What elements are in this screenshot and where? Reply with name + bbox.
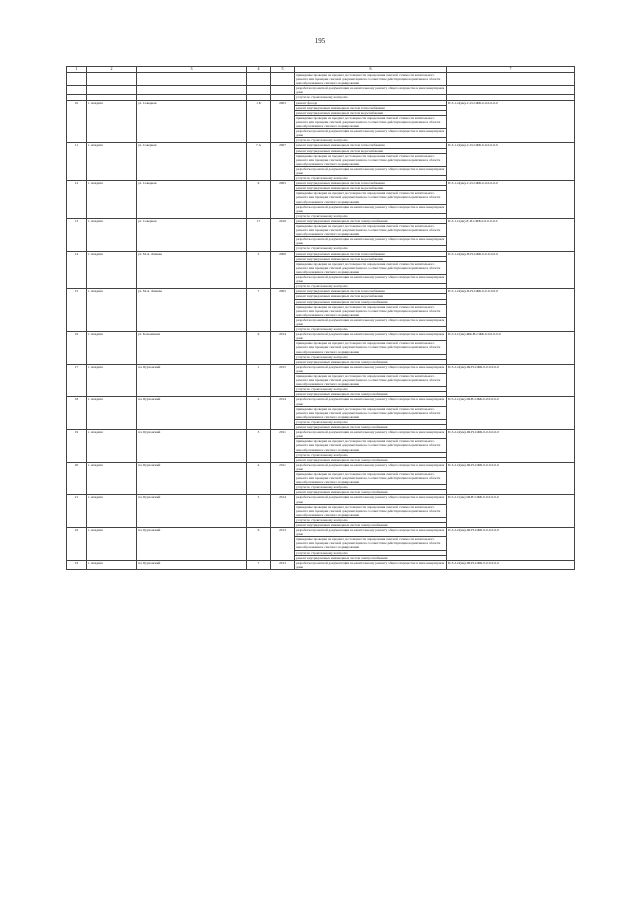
house-number-cell: 4 [247, 462, 271, 495]
work-type-cell: разработка проектной документации на капитальному ремонту общего имущества в многоквартирном доме [295, 560, 447, 569]
col-header-7: 7 [447, 67, 575, 73]
house-number-cell: 6 [247, 528, 271, 561]
continuation-row [67, 73, 575, 86]
work-type-cell: услуги по строительному контролю [295, 176, 447, 181]
year-cell: 2014 [271, 495, 295, 528]
work-type-cell: приведение проверки на предмет достоверности определения сметной стоимости капитального ремонта или проверки сметной документации на соответствие действующим нормативам в области ценообразования и сметного нормирования [295, 224, 447, 237]
empty-cell [137, 86, 247, 95]
col-header-2: 2 [87, 67, 137, 73]
work-type-cell: разработка проектной документации на капитальному ремонту общего имущества в многоквартирном доме [295, 332, 447, 341]
work-type-cell: ремонт внутридомовых инженерных систем теплоснабжения [295, 143, 447, 148]
street-cell: пл. Бурхонский [137, 462, 247, 495]
house-number-cell: 1 [247, 364, 271, 397]
col-header-1: 1 [67, 67, 87, 73]
record-number-cell: 19 [67, 430, 87, 463]
record-row [67, 560, 575, 569]
work-type-cell: ремонт фасада [295, 100, 447, 105]
city-cell: г. Ахадиха [87, 289, 137, 332]
house-number-cell: 1 Б [247, 100, 271, 143]
work-type-cell: услуги по строительному контролю [295, 138, 447, 143]
empty-cell [137, 73, 247, 86]
work-type-cell: ремонт внутридомовых инженерных систем электроснабжения [295, 425, 447, 430]
street-cell: ул. Северная [137, 143, 247, 181]
work-type-cell: ремонт внутридомовых инженерных систем электроснабжения [295, 457, 447, 462]
work-type-cell: ремонт внутридомовых инженерных систем электроснабжения [295, 523, 447, 528]
house-code-cell: П-3-1-О(нн)-П-Н-СЖБ-0-0-0-0-0-0 [447, 251, 575, 289]
work-type-cell: услуги по строительному контролю [295, 550, 447, 555]
work-type-cell: приведение проверки на предмет достоверности определения сметной стоимости капитального ремонта или проверки сметной документации на соответствие действующим нормативам в области ценообразования и сметного нормирования [295, 153, 447, 166]
work-type-cell: приведение проверки на предмет достоверности определения сметной стоимости капитального ремонта или проверки сметной документации на соответствие действующим нормативам в области ценообразования и сметного нормирования [295, 304, 447, 317]
work-type-cell: ремонт внутридомовых инженерных систем электроснабжения [295, 490, 447, 495]
continuation-row [67, 86, 575, 95]
house-number-cell: 2 [247, 397, 271, 430]
work-type-cell: разработка проектной документации на капитальному ремонту общего имущества в многоквартирном доме [295, 462, 447, 471]
house-number-cell: 3 [247, 430, 271, 463]
year-cell: 2011 [271, 430, 295, 463]
work-type-cell: услуги по строительному контролю [295, 327, 447, 332]
street-cell: пл. Бурхонский [137, 495, 247, 528]
work-type-cell: разработка проектной документации на капитальному ремонту общего имущества в многоквартирном доме [295, 237, 447, 246]
street-cell: пл. Бурхонский [137, 430, 247, 463]
work-type-cell: ремонт внутридомовых инженерных систем теплоснабжения [295, 105, 447, 110]
city-cell: г. Ахадиха [87, 430, 137, 463]
col-header-3: 3 [137, 67, 247, 73]
work-type-cell: ремонт внутридомовых инженерных систем электроснабжения [295, 555, 447, 560]
record-number-cell: 12 [67, 181, 87, 219]
city-cell: г. Ахадиха [87, 364, 137, 397]
house-number-cell: 17 [247, 218, 271, 251]
work-type-cell: приведение проверки на предмет достоверности определения сметной стоимости капитального ремонта или проверки сметной документации на соответствие действующим нормативам в области ценообразования и сметного нормирования [295, 261, 447, 274]
work-type-cell: ремонт внутридомовых инженерных систем электроснабжения [295, 218, 447, 223]
house-code-cell: П-3-2-О(нн)-Ш-Н-СЖБ-0-0-0-0-0-0 [447, 528, 575, 561]
city-cell: г. Ахадиха [87, 218, 137, 251]
work-type-cell: разработка проектной документации на капитальному ремонту общего имущества в многоквартирном доме [295, 166, 447, 175]
house-number-cell: 9 [247, 332, 271, 365]
record-number-cell: 13 [67, 218, 87, 251]
col-header-5: 5 [271, 67, 295, 73]
work-type-cell: услуги по строительному контролю [295, 354, 447, 359]
street-cell: ул. М.А. Ляшева [137, 289, 247, 332]
work-type-cell: разработка проектной документации на капитальному ремонту общего имущества в многоквартирном доме [295, 495, 447, 504]
work-type-cell: ремонт внутридомовых инженерных систем водоснабжения [295, 110, 447, 115]
house-code-cell: П-3-1-С(нн)-Е-П-СЖБ-0-0-0-0-0-0 [447, 218, 575, 251]
record-number-cell: 10 [67, 100, 87, 143]
record-row [67, 181, 575, 186]
city-cell: г. Ахадиха [87, 397, 137, 430]
work-type-cell: ремонт внутридомовых инженерных систем теплоснабжения [295, 181, 447, 186]
empty-cell [67, 73, 87, 86]
year-cell: 2003 [271, 100, 295, 143]
work-type-cell: ремонт внутридомовых инженерных систем теплоснабжения [295, 289, 447, 294]
work-type-cell: услуги по строительному контролю [295, 419, 447, 424]
record-number-cell: 14 [67, 251, 87, 289]
year-cell: 2014 [271, 397, 295, 430]
city-cell: г. Ахадиха [87, 143, 137, 181]
work-type-cell: приведение проверки на предмет достоверности определения сметной стоимости капитального ремонта или проверки сметной документации на соответствие действующим нормативам в области ценообразования и сметного нормирования [295, 471, 447, 484]
year-cell: 2013 [271, 560, 295, 569]
street-cell: пл. Бурхонский [137, 560, 247, 569]
record-number-cell: 16 [67, 332, 87, 365]
repair-register-table [66, 66, 575, 570]
year-cell: 2013 [271, 528, 295, 561]
street-cell: ул. Северная [137, 100, 247, 143]
record-number-cell: 18 [67, 397, 87, 430]
work-type-cell: разработка проектной документации на капитальному ремонту общего имущества в многоквартирном доме [295, 129, 447, 138]
house-number-cell: 5 [247, 251, 271, 289]
street-cell: пл. Бурхонский [137, 397, 247, 430]
year-cell: 2005 [271, 181, 295, 219]
work-type-cell: ремонт внутридомовых инженерных систем водоснабжения [295, 148, 447, 153]
empty-cell [271, 73, 295, 86]
house-code-cell: П-3-1-О(нн)-П-Н-СЖБ-0-0-0-0-0-0 [447, 289, 575, 332]
work-type-cell: услуги по строительному контролю [295, 387, 447, 392]
work-type-cell: ремонт внутридомовых инженерных систем водоснабжения [295, 256, 447, 261]
record-number-cell: 21 [67, 495, 87, 528]
year-cell: 2015 [271, 364, 295, 397]
house-number-cell: 7 А [247, 143, 271, 181]
work-type-cell: ремонт внутридомовых инженерных систем водоснабжения [295, 294, 447, 299]
record-row [67, 495, 575, 504]
house-code-cell: П-3-2-О(нн)-Ш-Н-СЖБ-0-0-0-0-0-0 [447, 462, 575, 495]
work-type-cell: разработка проектной документации на капитальному ремонту общего имущества в многоквартирном доме [295, 364, 447, 373]
house-number-cell: 7 [247, 560, 271, 569]
work-type-cell: услуги по строительному контролю [295, 485, 447, 490]
work-type-cell: услуги по строительному контролю [295, 246, 447, 251]
record-row [67, 462, 575, 471]
house-code-cell: П-3-2-О(нн)-Ш-Н-СЖБ-0-0-0-0-0-0 [447, 560, 575, 569]
city-cell: г. Ахадиха [87, 181, 137, 219]
house-number-cell: 7 [247, 289, 271, 332]
year-cell: 2011 [271, 462, 295, 495]
work-type-cell: приведение проверки на предмет достоверности определения сметной стоимости капитального ремонта или проверки сметной документации на соответствие действующим нормативам в области ценообразования и сметного нормирования [295, 191, 447, 204]
record-number-cell: 22 [67, 528, 87, 561]
year-cell: 2014 [271, 332, 295, 365]
house-code-cell: П-3-1-О(нн)-С-П-СЖБ-0-0-0-0-0-0 [447, 181, 575, 219]
record-row [67, 289, 575, 294]
house-code-cell: П-3-1-О(нн)-С-П-СЖБ-0-0-0-0-0-0 [447, 100, 575, 143]
work-type-cell: приведение проверки на предмет достоверности определения сметной стоимости капитального ремонта или проверки сметной документации на соответствие действующим нормативам в области ценообразования и сметного нормирования [295, 374, 447, 387]
col-header-6: 6 [295, 67, 447, 73]
page-number: 195 [314, 37, 326, 45]
street-cell: пл. Бурхонский [137, 364, 247, 397]
work-type-cell: услуги по строительному контролю [295, 452, 447, 457]
record-number-cell: 15 [67, 289, 87, 332]
record-row [67, 332, 575, 341]
house-code-cell: П-5-2-С(нн)-Ш-Н-СЖБ-0-0-0-0-0-0 [447, 495, 575, 528]
work-type-cell: услуги по строительному контролю [295, 517, 447, 522]
work-type-cell: разработка проектной документации на капитальному ремонту общего имущества в многоквартирном доме [295, 317, 447, 326]
record-row [67, 218, 575, 223]
work-type-cell: разработка проектной документации на капитальному ремонту общего имущества в многоквартирном доме [295, 204, 447, 213]
street-cell: ул. Северная [137, 218, 247, 251]
city-cell: г. Ахадиха [87, 251, 137, 289]
empty-cell [87, 86, 137, 95]
col-header-4: 4 [247, 67, 271, 73]
work-type-cell: услуги по строительному контролю [295, 95, 447, 100]
work-type-cell: приведение проверки на предмет достоверности определения сметной стоимости капитального ремонта или проверки сметной документации на соответствие действующим нормативам в области ценообразования и сметного нормирования [295, 115, 447, 128]
city-cell: г. Ахадиха [87, 100, 137, 143]
street-cell: ул. Больничная [137, 332, 247, 365]
work-type-cell: приведение проверки на предмет достоверности определения сметной стоимости капитального ремонта или проверки сметной документации на соответствие действующим нормативам в области ценообразования и сметного нормирования [295, 406, 447, 419]
empty-cell [87, 73, 137, 86]
record-row [67, 430, 575, 439]
work-type-cell: ремонт внутридомовых инженерных систем электроснабжения [295, 299, 447, 304]
year-cell: 2016 [271, 218, 295, 251]
street-cell: ул. М.А. Ляшева [137, 251, 247, 289]
empty-cell [447, 86, 575, 95]
year-cell: 2005 [271, 289, 295, 332]
record-number-cell: 23 [67, 560, 87, 569]
record-number-cell: 20 [67, 462, 87, 495]
record-number-cell: 11 [67, 143, 87, 181]
work-type-cell: ремонт внутридомовых инженерных систем водоснабжения [295, 186, 447, 191]
work-type-cell: приведение проверки на предмет достоверности определения сметной стоимости капитального ремонта или проверки сметной документации на соответствие действующим нормативам в области ценообразования и сметного нормирования [295, 537, 447, 550]
record-row [67, 364, 575, 373]
work-type-cell: разработка проектной документации на капитальному ремонту общего имущества в многоквартирном доме [295, 528, 447, 537]
city-cell: г. Ахадиха [87, 560, 137, 569]
house-code-cell: П-5-2-С(нн)-Ш-Н-СЖБ-0-0-0-0-0-0 [447, 397, 575, 430]
year-cell: 2007 [271, 143, 295, 181]
year-cell: 2006 [271, 251, 295, 289]
record-row [67, 251, 575, 256]
work-type-cell: разработка проектной документации на капитальному ремонту общего имущества в многоквартирном доме [295, 430, 447, 439]
record-row [67, 397, 575, 406]
house-code-cell: П-3-1-О(нн)-С-П-СЖБ-0-0-0-0-0-0 [447, 143, 575, 181]
city-cell: г. Ахадиха [87, 528, 137, 561]
record-row [67, 528, 575, 537]
record-row [67, 143, 575, 148]
work-type-cell: приведение проверки на предмет достоверности определения сметной стоимости капитального ремонта или проверки сметной документации на соответствие действующим нормативам в области ценообразования и сметного нормирования [295, 439, 447, 452]
work-type-cell: ремонт внутридомовых инженерных систем теплоснабжения [295, 251, 447, 256]
work-type-cell: разработка проектной документации на капитальному ремонту общего имущества в многоквартирном доме [295, 275, 447, 284]
work-type-cell: услуги по строительному контролю [295, 213, 447, 218]
city-cell: г. Ахадиха [87, 462, 137, 495]
city-cell: г. Ахадиха [87, 332, 137, 365]
work-type-cell: разработка проектной документации на капитальному ремонту общего имущества в многоквартирном доме [295, 86, 447, 95]
empty-cell [271, 86, 295, 95]
work-type-cell: ремонт внутридомовых инженерных систем электроснабжения [295, 392, 447, 397]
empty-cell [447, 73, 575, 86]
house-code-cell: П-3-2-О(нн)-Ш-Н-СЖБ-0-0-0-0-0-0 [447, 430, 575, 463]
work-type-cell: приведение проверки на предмет достоверности определения сметной стоимости капитального ремонта или проверки сметной документации на соответствие действующим нормативам в области ценообразования и сметного нормирования [295, 341, 447, 354]
street-cell: пл. Бурхонский [137, 528, 247, 561]
work-type-cell: приведение проверки на предмет достоверности определения сметной стоимости капитального ремонта или проверки сметной документации на соответствие действующим нормативам в области ценообразования и сметного нормирования [295, 504, 447, 517]
work-type-cell: приведение проверки на предмет достоверности определения сметной стоимости капитального ремонта или проверки сметной документации на соответствие действующим нормативам в области ценообразования и сметного нормирования [295, 73, 447, 86]
record-number-cell: 17 [67, 364, 87, 397]
house-code-cell: П-3-2-О(нн)-Ш-Н-СЖБ-0-0-0-0-0-0 [447, 364, 575, 397]
street-cell: ул. Северная [137, 181, 247, 219]
city-cell: г. Ахадиха [87, 495, 137, 528]
house-code-cell: П-5-2-С(нн)-ЖК-Н-СЖБ-0-0-0-0-0-0 [447, 332, 575, 365]
empty-cell [67, 86, 87, 95]
work-type-cell: услуги по строительному контролю [295, 284, 447, 289]
house-number-cell: 5 [247, 495, 271, 528]
house-number-cell: 9 [247, 181, 271, 219]
empty-cell [247, 86, 271, 95]
work-type-cell: разработка проектной документации на капитальному ремонту общего имущества в многоквартирном доме [295, 397, 447, 406]
empty-cell [247, 73, 271, 86]
work-type-cell: ремонт внутридомовых инженерных систем электроснабжения [295, 359, 447, 364]
